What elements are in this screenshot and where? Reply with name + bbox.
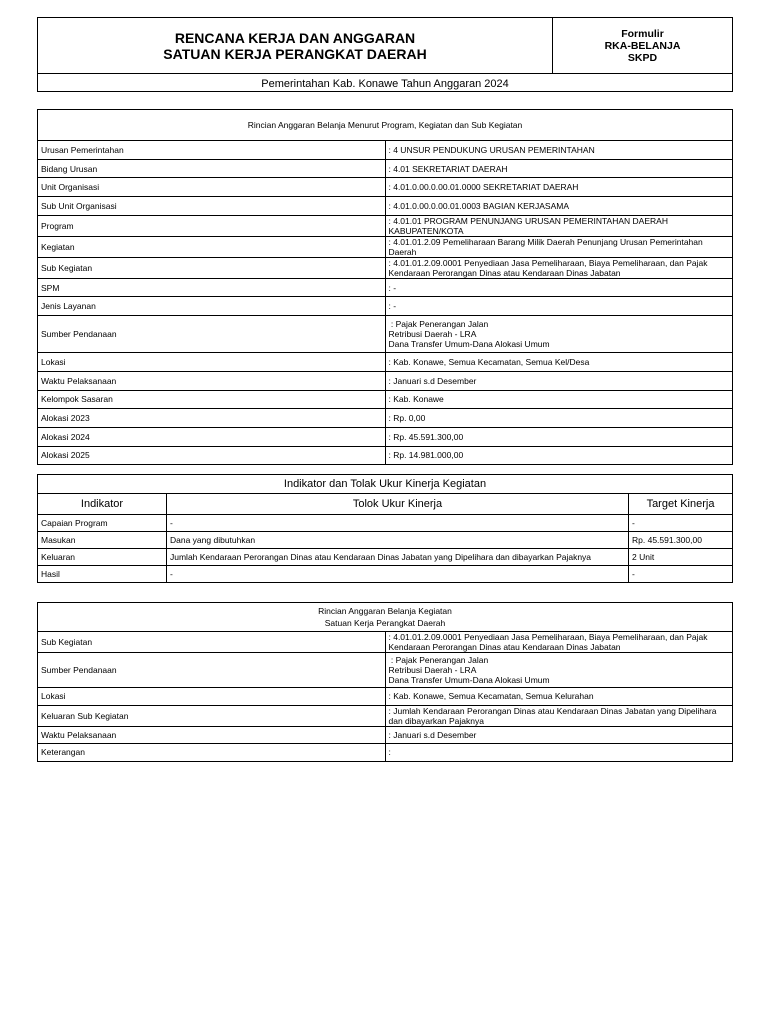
table-row xyxy=(38,197,733,216)
row-label: Sumber Pendanaan xyxy=(38,316,386,353)
document-title xyxy=(38,18,553,73)
tolok-ukur-cell: Jumlah Kendaraan Perorangan Dinas atau Kendaraan Dinas Jabatan yang Dipelihara dan dibayarkan Pajaknya xyxy=(167,549,629,566)
row-value: : Kab. Konawe, Semua Kecamatan, Semua Kel/Desa xyxy=(385,353,733,372)
row-value: : 4.01.01.2.09.0001 Penyediaan Jasa Pemeliharaan, Biaya Pemeliharaan, dan Pajak Kendaraan Perorangan Dinas atau Kendaraan Dinas Jabatan xyxy=(385,257,733,278)
table-row xyxy=(38,257,733,278)
row-value: : 4.01.01.2.09.0001 Penyediaan Jasa Pemeliharaan, Biaya Pemeliharaan, dan Pajak Kendaraan Perorangan Dinas atau Kendaraan Dinas Jabatan xyxy=(385,632,733,653)
table-row xyxy=(38,316,733,353)
row-label: Sub Unit Organisasi xyxy=(38,197,386,216)
tolok-ukur-cell: - xyxy=(167,566,629,583)
form-code xyxy=(553,18,732,73)
row-label: Bidang Urusan xyxy=(38,159,386,178)
row-value xyxy=(385,653,733,688)
budget-detail-table xyxy=(37,602,733,762)
table-row xyxy=(38,178,733,197)
row-label: Alokasi 2023 xyxy=(38,409,386,428)
row-value: : Kab. Konawe, Semua Kecamatan, Semua Kelurahan xyxy=(385,688,733,706)
row-value: : 4.01.0.00.0.00.01.0003 BAGIAN KERJASAMA xyxy=(385,197,733,216)
row-label: Kegiatan xyxy=(38,236,386,257)
table-row xyxy=(38,515,733,532)
table-row xyxy=(38,744,733,762)
header-top-row xyxy=(38,18,732,74)
value-line: : Pajak Penerangan Jalan xyxy=(388,319,489,330)
header-target: Target Kinerja xyxy=(629,494,733,515)
table-row xyxy=(38,566,733,583)
row-value: : Januari s.d Desember xyxy=(385,726,733,744)
value-line: Dana Transfer Umum-Dana Alokasi Umum xyxy=(388,675,550,685)
row-label: Program xyxy=(38,215,386,236)
row-label: Sub Kegiatan xyxy=(38,257,386,278)
header-indikator: Indikator xyxy=(38,494,167,515)
row-value: : Januari s.d Desember xyxy=(385,371,733,390)
header-tolok-ukur: Tolok Ukur Kinerja xyxy=(167,494,629,515)
row-value: : Jumlah Kendaraan Perorangan Dinas atau Kendaraan Dinas Jabatan yang Dipelihara dan dibayarkan Pajaknya xyxy=(385,705,733,726)
form-line-2: RKA-BELANJA xyxy=(604,39,681,52)
row-value: : 4 UNSUR PENDUKUNG URUSAN PEMERINTAHAN xyxy=(385,141,733,160)
row-label: Lokasi xyxy=(38,688,386,706)
section-caption: Rincian Anggaran Belanja Menurut Program, Kegiatan dan Sub Kegiatan xyxy=(38,110,733,141)
row-value: : xyxy=(385,744,733,762)
caption-line-2: Satuan Kerja Perangkat Daerah xyxy=(324,618,446,628)
table-row xyxy=(38,632,733,653)
row-value: : Rp. 0,00 xyxy=(385,409,733,428)
row-value: : Rp. 14.981.000,00 xyxy=(385,446,733,465)
table-row xyxy=(38,726,733,744)
table-row xyxy=(38,390,733,409)
table-row xyxy=(38,278,733,297)
table-row xyxy=(38,159,733,178)
title-line-2: SATUAN KERJA PERANGKAT DAERAH xyxy=(163,45,427,62)
table-row xyxy=(38,371,733,390)
indicator-header-row xyxy=(38,494,733,515)
table-row xyxy=(38,236,733,257)
row-label: Waktu Pelaksanaan xyxy=(38,726,386,744)
tolok-ukur-cell: Dana yang dibutuhkan xyxy=(167,532,629,549)
document-header xyxy=(37,17,733,92)
form-line-3: SKPD xyxy=(627,51,658,64)
program-detail-section xyxy=(37,109,733,465)
value-line: : Pajak Penerangan Jalan xyxy=(388,655,489,665)
indicator-section xyxy=(37,474,733,583)
row-value: : Kab. Konawe xyxy=(385,390,733,409)
row-label: Urusan Pemerintahan xyxy=(38,141,386,160)
target-cell: Rp. 45.591.300,00 xyxy=(629,532,733,549)
value-line: Retribusi Daerah - LRA xyxy=(388,329,477,340)
title-line-1: RENCANA KERJA DAN ANGGARAN xyxy=(174,29,416,46)
indikator-cell: Hasil xyxy=(38,566,167,583)
row-label: Keluaran Sub Kegiatan xyxy=(38,705,386,726)
budget-detail-section xyxy=(37,602,733,762)
indikator-cell: Masukan xyxy=(38,532,167,549)
row-label: Sumber Pendanaan xyxy=(38,653,386,688)
row-label: Sub Kegiatan xyxy=(38,632,386,653)
table-row xyxy=(38,705,733,726)
row-value: : - xyxy=(385,297,733,316)
table-row xyxy=(38,297,733,316)
row-label: Waktu Pelaksanaan xyxy=(38,371,386,390)
table-row xyxy=(38,446,733,465)
value-line: Dana Transfer Umum-Dana Alokasi Umum xyxy=(388,339,550,350)
target-cell: - xyxy=(629,566,733,583)
row-label: Alokasi 2024 xyxy=(38,427,386,446)
table-row xyxy=(38,688,733,706)
target-cell: - xyxy=(629,515,733,532)
value-line: Retribusi Daerah - LRA xyxy=(388,665,477,675)
table-row xyxy=(38,409,733,428)
caption-line-1: Rincian Anggaran Belanja Kegiatan xyxy=(318,606,452,616)
tolok-ukur-cell: - xyxy=(167,515,629,532)
table-row xyxy=(38,141,733,160)
form-line-1: Formulir xyxy=(621,27,664,40)
table-row xyxy=(38,653,733,688)
row-label: Keterangan xyxy=(38,744,386,762)
table-row xyxy=(38,353,733,372)
row-value: : 4.01.0.00.0.00.01.0000 SEKRETARIAT DAERAH xyxy=(385,178,733,197)
row-value: : 4.01 SEKRETARIAT DAERAH xyxy=(385,159,733,178)
section-caption xyxy=(38,603,733,632)
row-label: SPM xyxy=(38,278,386,297)
section-caption: Indikator dan Tolak Ukur Kinerja Kegiatan xyxy=(38,475,733,494)
row-value: : 4.01.01 PROGRAM PENUNJANG URUSAN PEMERINTAHAN DAERAH KABUPATEN/KOTA xyxy=(385,215,733,236)
indikator-cell: Capaian Program xyxy=(38,515,167,532)
target-cell: 2 Unit xyxy=(629,549,733,566)
row-label: Kelompok Sasaran xyxy=(38,390,386,409)
table-row xyxy=(38,549,733,566)
row-value: : Rp. 45.591.300,00 xyxy=(385,427,733,446)
table-row xyxy=(38,427,733,446)
row-value: : - xyxy=(385,278,733,297)
row-label: Alokasi 2025 xyxy=(38,446,386,465)
table-row xyxy=(38,215,733,236)
row-label: Unit Organisasi xyxy=(38,178,386,197)
indicator-table xyxy=(37,474,733,583)
program-detail-table xyxy=(37,109,733,465)
row-label: Jenis Layanan xyxy=(38,297,386,316)
row-label: Lokasi xyxy=(38,353,386,372)
table-row xyxy=(38,532,733,549)
document-subtitle: Pemerintahan Kab. Konawe Tahun Anggaran 2024 xyxy=(261,77,509,90)
row-value xyxy=(385,316,733,353)
row-value: : 4.01.01.2.09 Pemeliharaan Barang Milik Daerah Penunjang Urusan Pemerintahan Daerah xyxy=(385,236,733,257)
indikator-cell: Keluaran xyxy=(38,549,167,566)
